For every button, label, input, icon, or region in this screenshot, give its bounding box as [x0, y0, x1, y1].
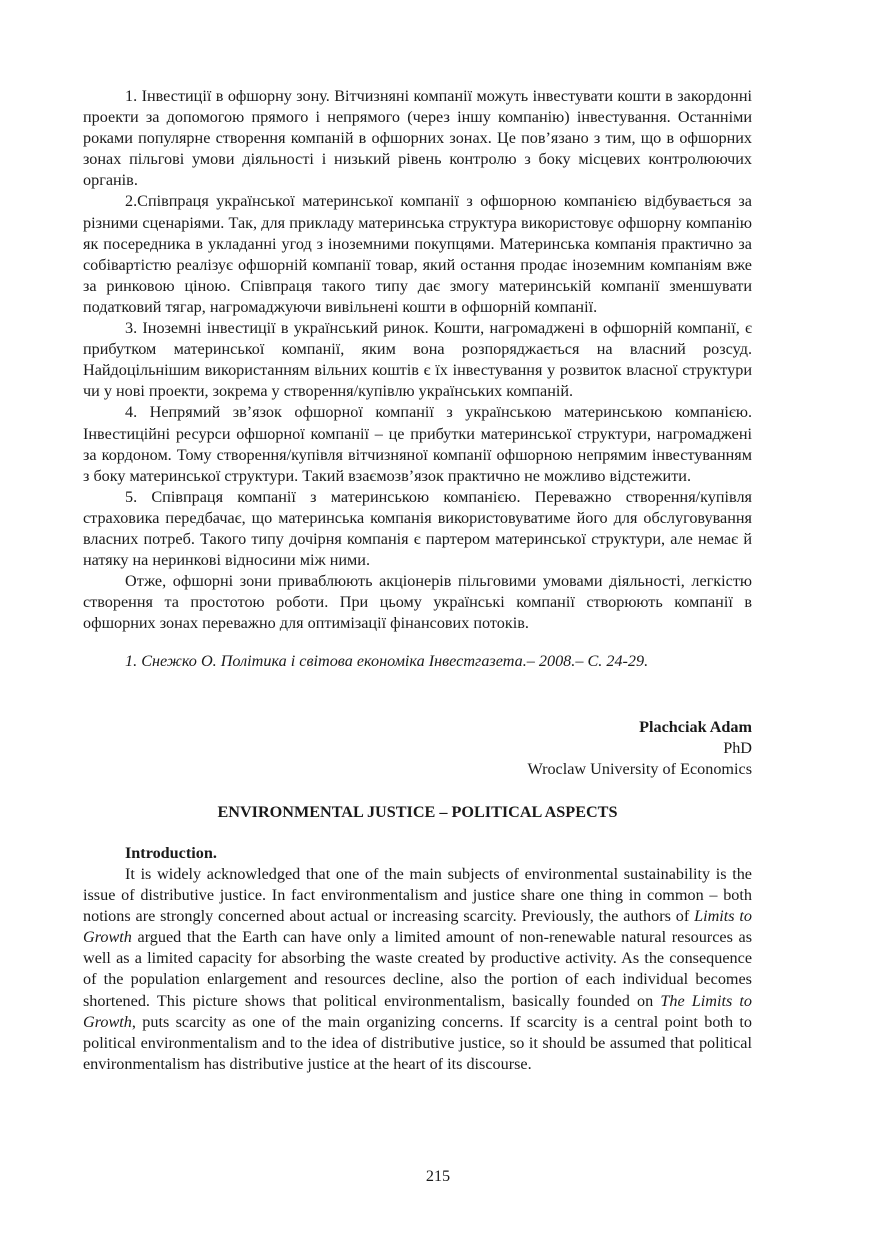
- paragraph-2: 2.Співпраця української материнської компанії з офшорною компанією відбувається за різними сценаріями. Так, для прикладу материнська структура використовує офшорну компанію як посередника в укладанні угод з іноземними покупцями. Материнська компанія практично за собівартістю реалізує офшорній компанії товар, який остання продає іноземним компаніям вже за ринковою ціною. Співпраця такого типу дає змогу материнській компанії зменшувати податковий тягар, нагромаджуючи вивільнені кошти в офшорній компанії.: [83, 192, 752, 316]
- intro-text-1: It is widely acknowledged that one of the main subjects of environmental sustainability is the issue of distributive justice. In fact environmentalism and justice share one thing in common – both notions are strongly concerned about actual or increasing scarcity. Previously, the authors of: [83, 865, 752, 926]
- page-body: [83, 86, 752, 1075]
- author-affiliation: Wroclaw University of Economics: [527, 759, 752, 778]
- article-title: ENVIRONMENTAL JUSTICE – POLITICAL ASPECTS: [217, 802, 618, 821]
- paragraph-5: 5. Співпраця компанії з материнською компанією. Переважно створення/купівля страховика передбачає, що материнська компанія використовуватиме його для обслуговування власних потреб. Такого типу дочірня компанія є партером материнської структури, але немає й натяку на неринкові відносини між ними.: [83, 487, 752, 570]
- paragraph-4: 4. Непрямий зв’язок офшорної компанії з українською материнською компанією. Інвестиційні ресурси офшорної компанії – це прибутки материнської структури, нагромаджені за кордоном. Тому створення/купівля вітчизняної компанії офшорною непрямим інвестуванням з боку материнської структури. Такий взаємозв’язок практично не можливо відстежити.: [83, 403, 752, 485]
- intro-text-2: argued that the Earth can have only a limited amount of non-renewable natural resources as well as a limited capacity for absorbing the waste created by productive activity. As the consequence of the population enlargement and resources decline, also the portion of each individual becomes shortened. This picture shows that political environmentalism, basically founded on: [83, 928, 752, 1010]
- author-name: Plachciak Adam: [639, 717, 752, 736]
- reference-item: 1. Снежко О. Політика і світова економіка Інвестгазета.– 2008.– С. 24-29.: [125, 652, 649, 671]
- intro-italic-title-1: Limits to Growth: [83, 907, 752, 947]
- page-number: 215: [425, 1167, 451, 1185]
- paragraph-3: 3. Іноземні інвестиції в український ринок. Кошти, нагромаджені в офшорній компанії, є прибутком материнської компанії, яким вона розпоряджається на власний розсуд. Найдоцільнішим використанням вільних коштів є їх інвестування у розвиток власної структури чи у нові проекти, зокрема у створення/купівлю українських компаній.: [83, 319, 752, 401]
- intro-paragraph: [83, 864, 752, 1075]
- paragraph-conclusion: Отже, офшорні зони приваблюють акціонерів пільговими умовами діяльності, легкістю створення та простотою роботи. При цьому українські компанії створюють компанії в офшорних зонах переважно для оптимізації фінансових потоків.: [83, 572, 752, 633]
- intro-italic-title-2: The Limits to Growth: [83, 991, 753, 1031]
- paragraph-1: 1. Інвестиції в офшорну зону. Вітчизняні компанії можуть інвестувати кошти в закордонні проекти за допомогою прямого і непрямого (через іншу компанію) інвестування. Останніми роками популярне створення компаній в офшорних зонах. Це пов’язано з тим, що в офшорних зонах пільгові умови діяльності і низький рівень контролю з боку місцевих контролюючих органів.: [83, 87, 752, 190]
- author-degree: PhD: [723, 738, 752, 757]
- author-block: [83, 717, 752, 780]
- intro-heading: Introduction.: [125, 843, 217, 862]
- intro-text-3: , puts scarcity as one of the main organizing concerns. If scarcity is a central point both to political environmentalism and to the idea of distributive justice, so it should be assumed that political environmentalism has distributive justice at the heart of its discourse.: [83, 1012, 752, 1073]
